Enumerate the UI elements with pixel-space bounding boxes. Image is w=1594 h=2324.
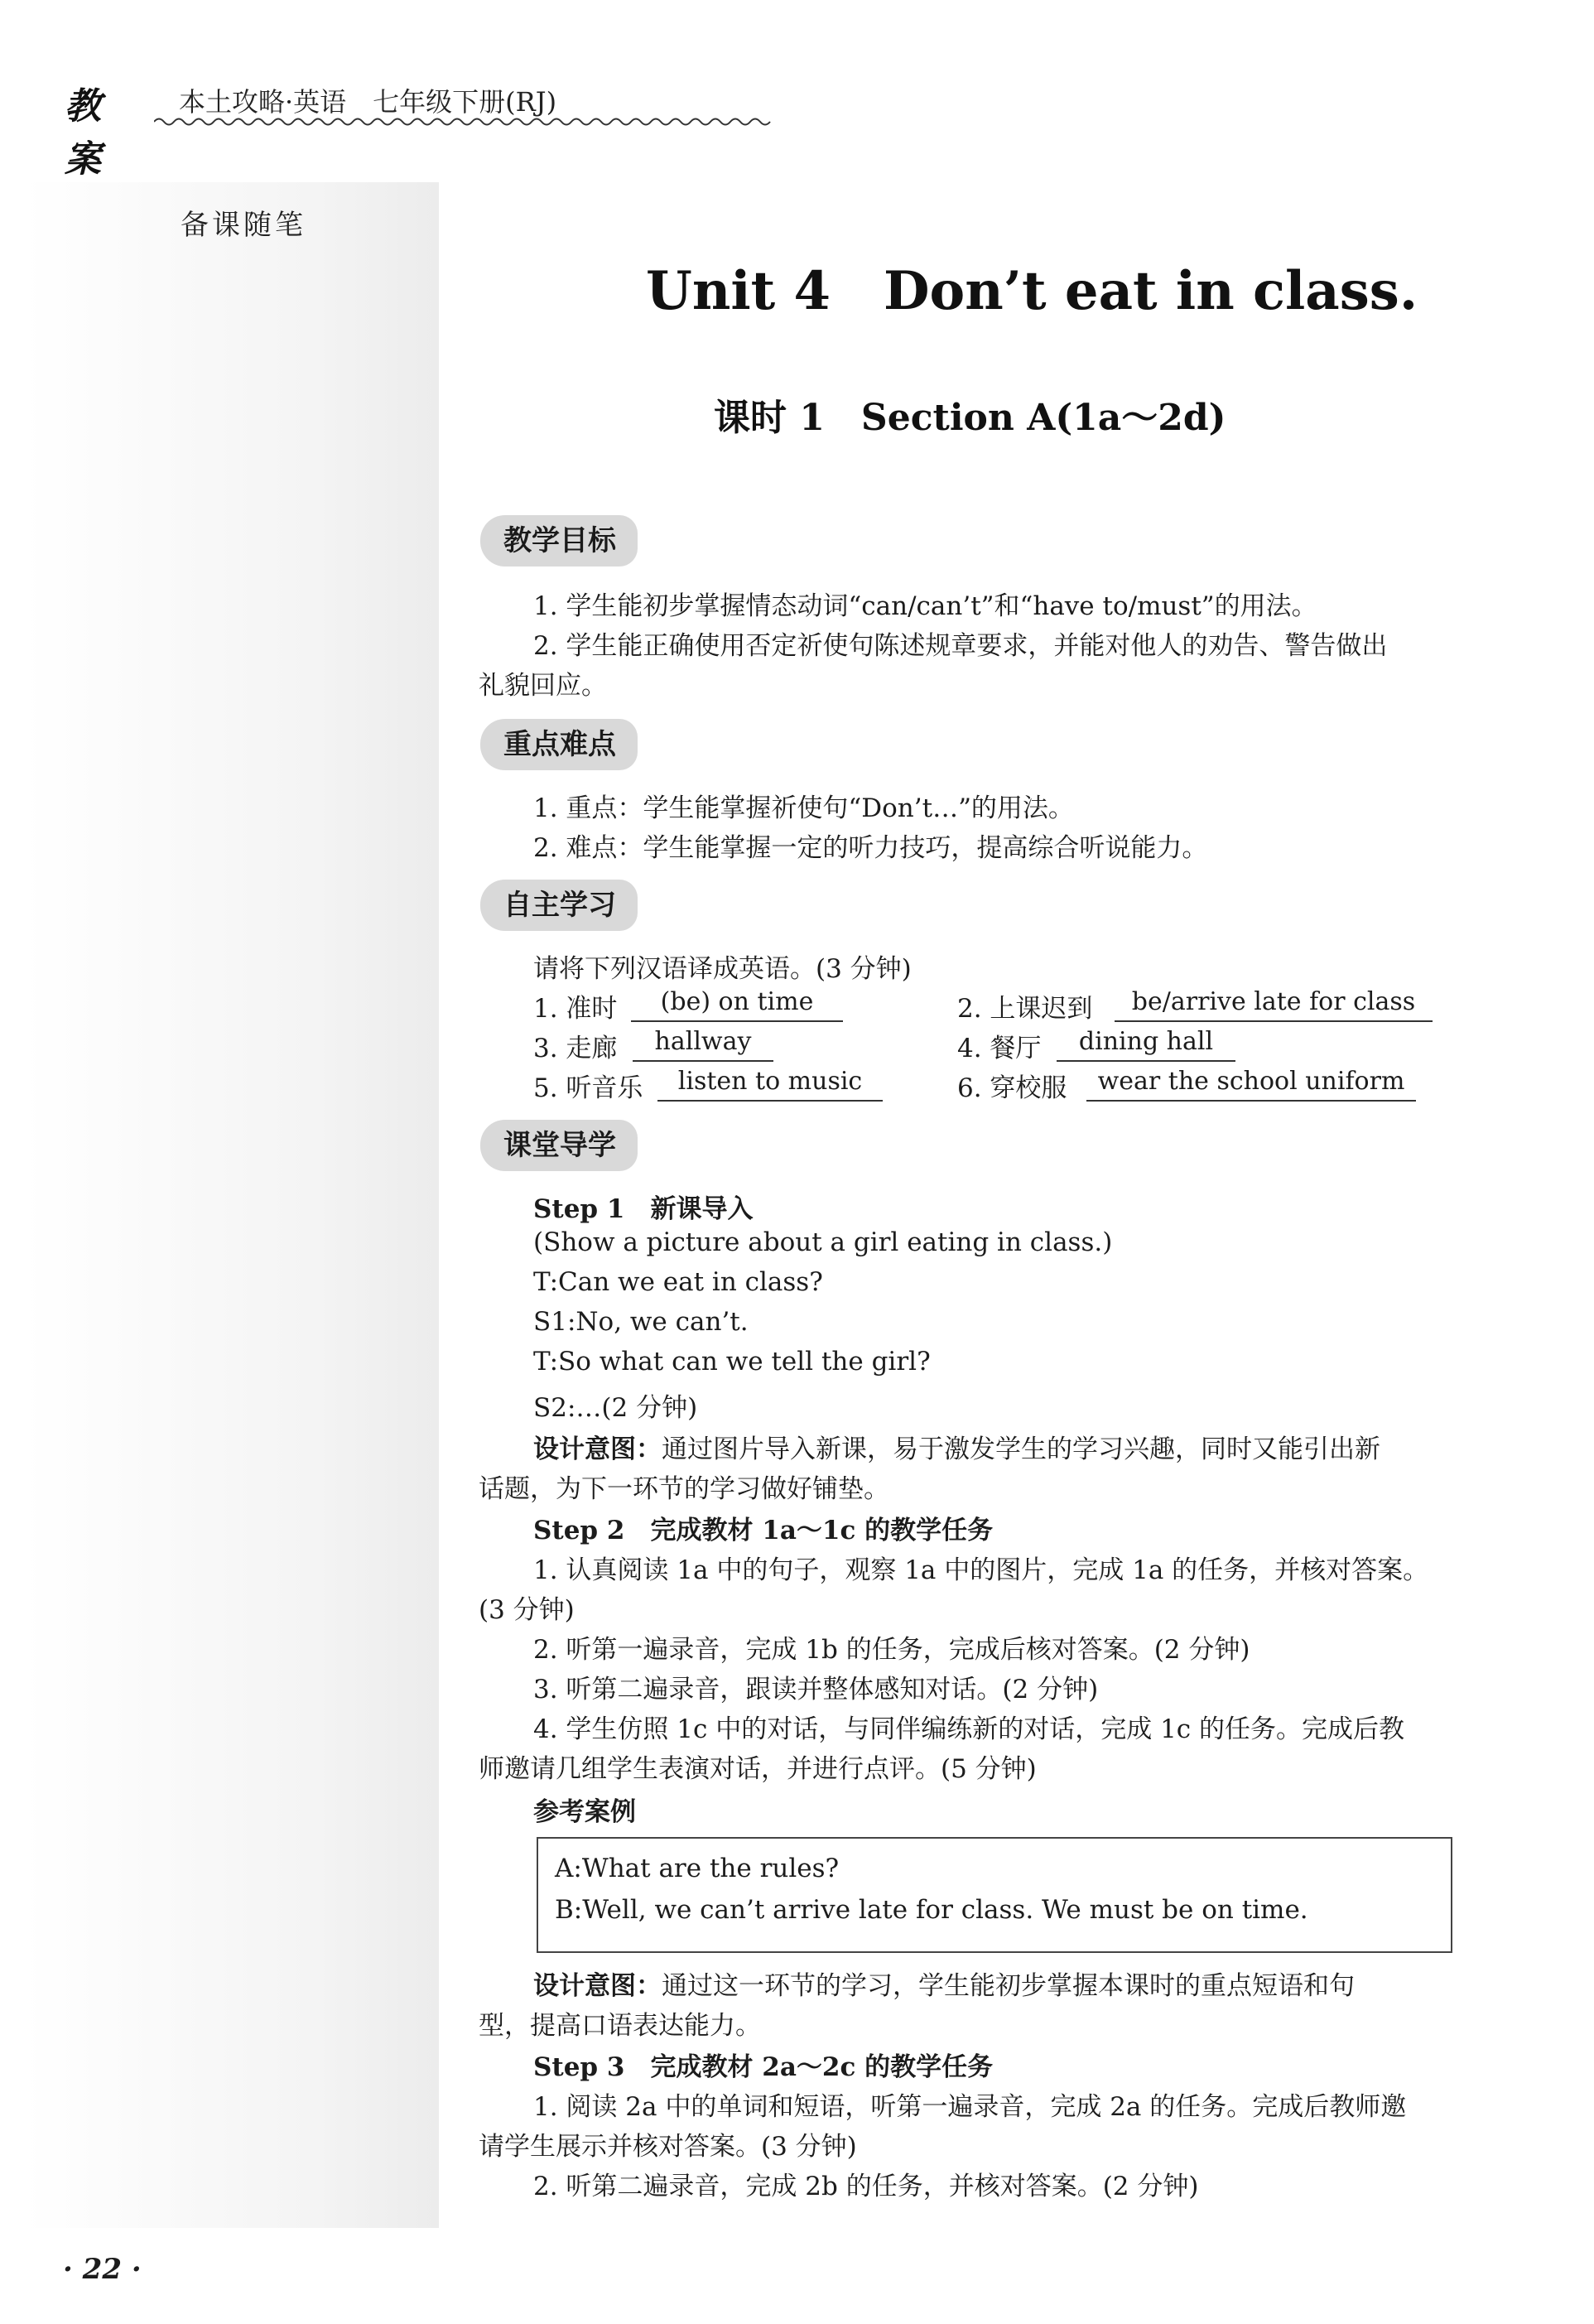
reference-label: 参考案例 bbox=[533, 1797, 636, 1827]
step1-line: S2:…(2 分钟) bbox=[533, 1393, 698, 1423]
step2-line: (3 分钟) bbox=[479, 1595, 575, 1625]
vocab-item-label: 6. 穿校服 bbox=[957, 1073, 1067, 1103]
self-study-instruction: 请将下列汉语译成英语。(3 分钟) bbox=[533, 954, 912, 984]
vocab-answer: (be) on time bbox=[631, 986, 843, 1022]
vocab-item-label: 2. 上课迟到 bbox=[957, 994, 1093, 1024]
vocab-answer: dining hall bbox=[1057, 1025, 1235, 1062]
design-intent bbox=[533, 1965, 1355, 2002]
key-point-line: 2. 难点：学生能掌握一定的听力技巧，提高综合听说能力。 bbox=[533, 833, 1208, 863]
step1-line: S1:No, we can’t. bbox=[533, 1307, 749, 1337]
notes-column bbox=[25, 182, 439, 2228]
step2-line: 1. 认真阅读 1a 中的句子，观察 1a 中的图片，完成 1a 的任务，并核对答案。 bbox=[533, 1555, 1429, 1585]
step1-line: T:Can we eat in class? bbox=[533, 1267, 823, 1297]
objective-line: 2. 学生能正确使用否定祈使句陈述规章要求，并能对他人的劝告、警告做出 bbox=[533, 631, 1388, 661]
design-intent-label: 设计意图： bbox=[533, 1434, 662, 1464]
vocab-answer: be/arrive late for class bbox=[1115, 986, 1433, 1022]
self-study-heading: 自主学习 bbox=[480, 880, 638, 931]
step2-line: 3. 听第二遍录音，跟读并整体感知对话。(2 分钟) bbox=[533, 1675, 1099, 1704]
step-title: Step 1 新课导入 bbox=[533, 1194, 754, 1224]
design-intent-label: 设计意图： bbox=[533, 1971, 662, 2001]
header-logo: 教案 bbox=[65, 85, 99, 181]
vocab-item-label: 3. 走廊 bbox=[533, 1034, 618, 1063]
vocab-item-label: 4. 餐厅 bbox=[957, 1034, 1042, 1063]
reference-line: B:Well, we can’t arrive late for class. We must be on time. bbox=[555, 1895, 1308, 1925]
header-subtitle: 本土攻略·英语 七年级下册(RJ) bbox=[179, 86, 557, 118]
step1-line: (Show a picture about a girl eating in class.) bbox=[533, 1227, 1113, 1257]
step2-line: 2. 听第一遍录音，完成 1b 的任务，完成后核对答案。(2 分钟) bbox=[533, 1635, 1250, 1665]
key-points-heading: 重点难点 bbox=[480, 719, 638, 770]
page-number: · 22 · bbox=[63, 2253, 142, 2286]
vocab-item-label: 1. 准时 bbox=[533, 994, 618, 1024]
design-intent-text: 话题，为下一环节的学习做好铺垫。 bbox=[479, 1474, 889, 1504]
step3-line: 1. 阅读 2a 中的单词和短语，听第一遍录音，完成 2a 的任务。完成后教师邀 bbox=[533, 2092, 1407, 2122]
reference-line: A:What are the rules? bbox=[555, 1854, 840, 1883]
lesson-title: 课时 1 Section A(1a～2d) bbox=[714, 397, 1226, 439]
key-point-line: 1. 重点：学生能掌握祈使句“Don’t…”的用法。 bbox=[533, 793, 1074, 823]
design-intent-text: 通过这一环节的学习，学生能初步掌握本课时的重点短语和句 bbox=[662, 1971, 1355, 2001]
notes-column-label: 备课随笔 bbox=[181, 209, 306, 242]
vocab-answer: listen to music bbox=[657, 1065, 883, 1102]
objective-line: 礼貌回应。 bbox=[479, 671, 607, 701]
step3-line: 请学生展示并核对答案。(3 分钟) bbox=[479, 2132, 857, 2162]
header-wavy-underline bbox=[154, 116, 771, 128]
step3-line: 2. 听第二遍录音，完成 2b 的任务，并核对答案。(2 分钟) bbox=[533, 2172, 1199, 2201]
design-intent-text: 型，提高口语表达能力。 bbox=[479, 2011, 761, 2041]
design-intent-text: 通过图片导入新课，易于激发学生的学习兴趣，同时又能引出新 bbox=[662, 1434, 1380, 1464]
step1-line: T:So what can we tell the girl? bbox=[533, 1347, 931, 1377]
design-intent bbox=[533, 1428, 1380, 1465]
objectives-heading: 教学目标 bbox=[480, 515, 638, 567]
step-title: Step 3 完成教材 2a～2c 的教学任务 bbox=[533, 2052, 994, 2082]
objective-line: 1. 学生能初步掌握情态动词“can/can’t”和“have to/must”的用法。 bbox=[533, 591, 1317, 621]
vocab-item-label: 5. 听音乐 bbox=[533, 1073, 643, 1103]
step2-line: 师邀请几组学生表演对话，并进行点评。(5 分钟) bbox=[479, 1754, 1037, 1784]
step-title: Step 2 完成教材 1a～1c 的教学任务 bbox=[533, 1516, 994, 1545]
class-guide-heading: 课堂导学 bbox=[480, 1120, 638, 1171]
step2-line: 4. 学生仿照 1c 中的对话，与同伴编练新的对话，完成 1c 的任务。完成后教 bbox=[533, 1714, 1405, 1744]
vocab-answer: wear the school uniform bbox=[1086, 1065, 1416, 1102]
vocab-answer: hallway bbox=[633, 1025, 773, 1062]
unit-title: Unit 4 Don’t eat in class. bbox=[646, 260, 1418, 322]
